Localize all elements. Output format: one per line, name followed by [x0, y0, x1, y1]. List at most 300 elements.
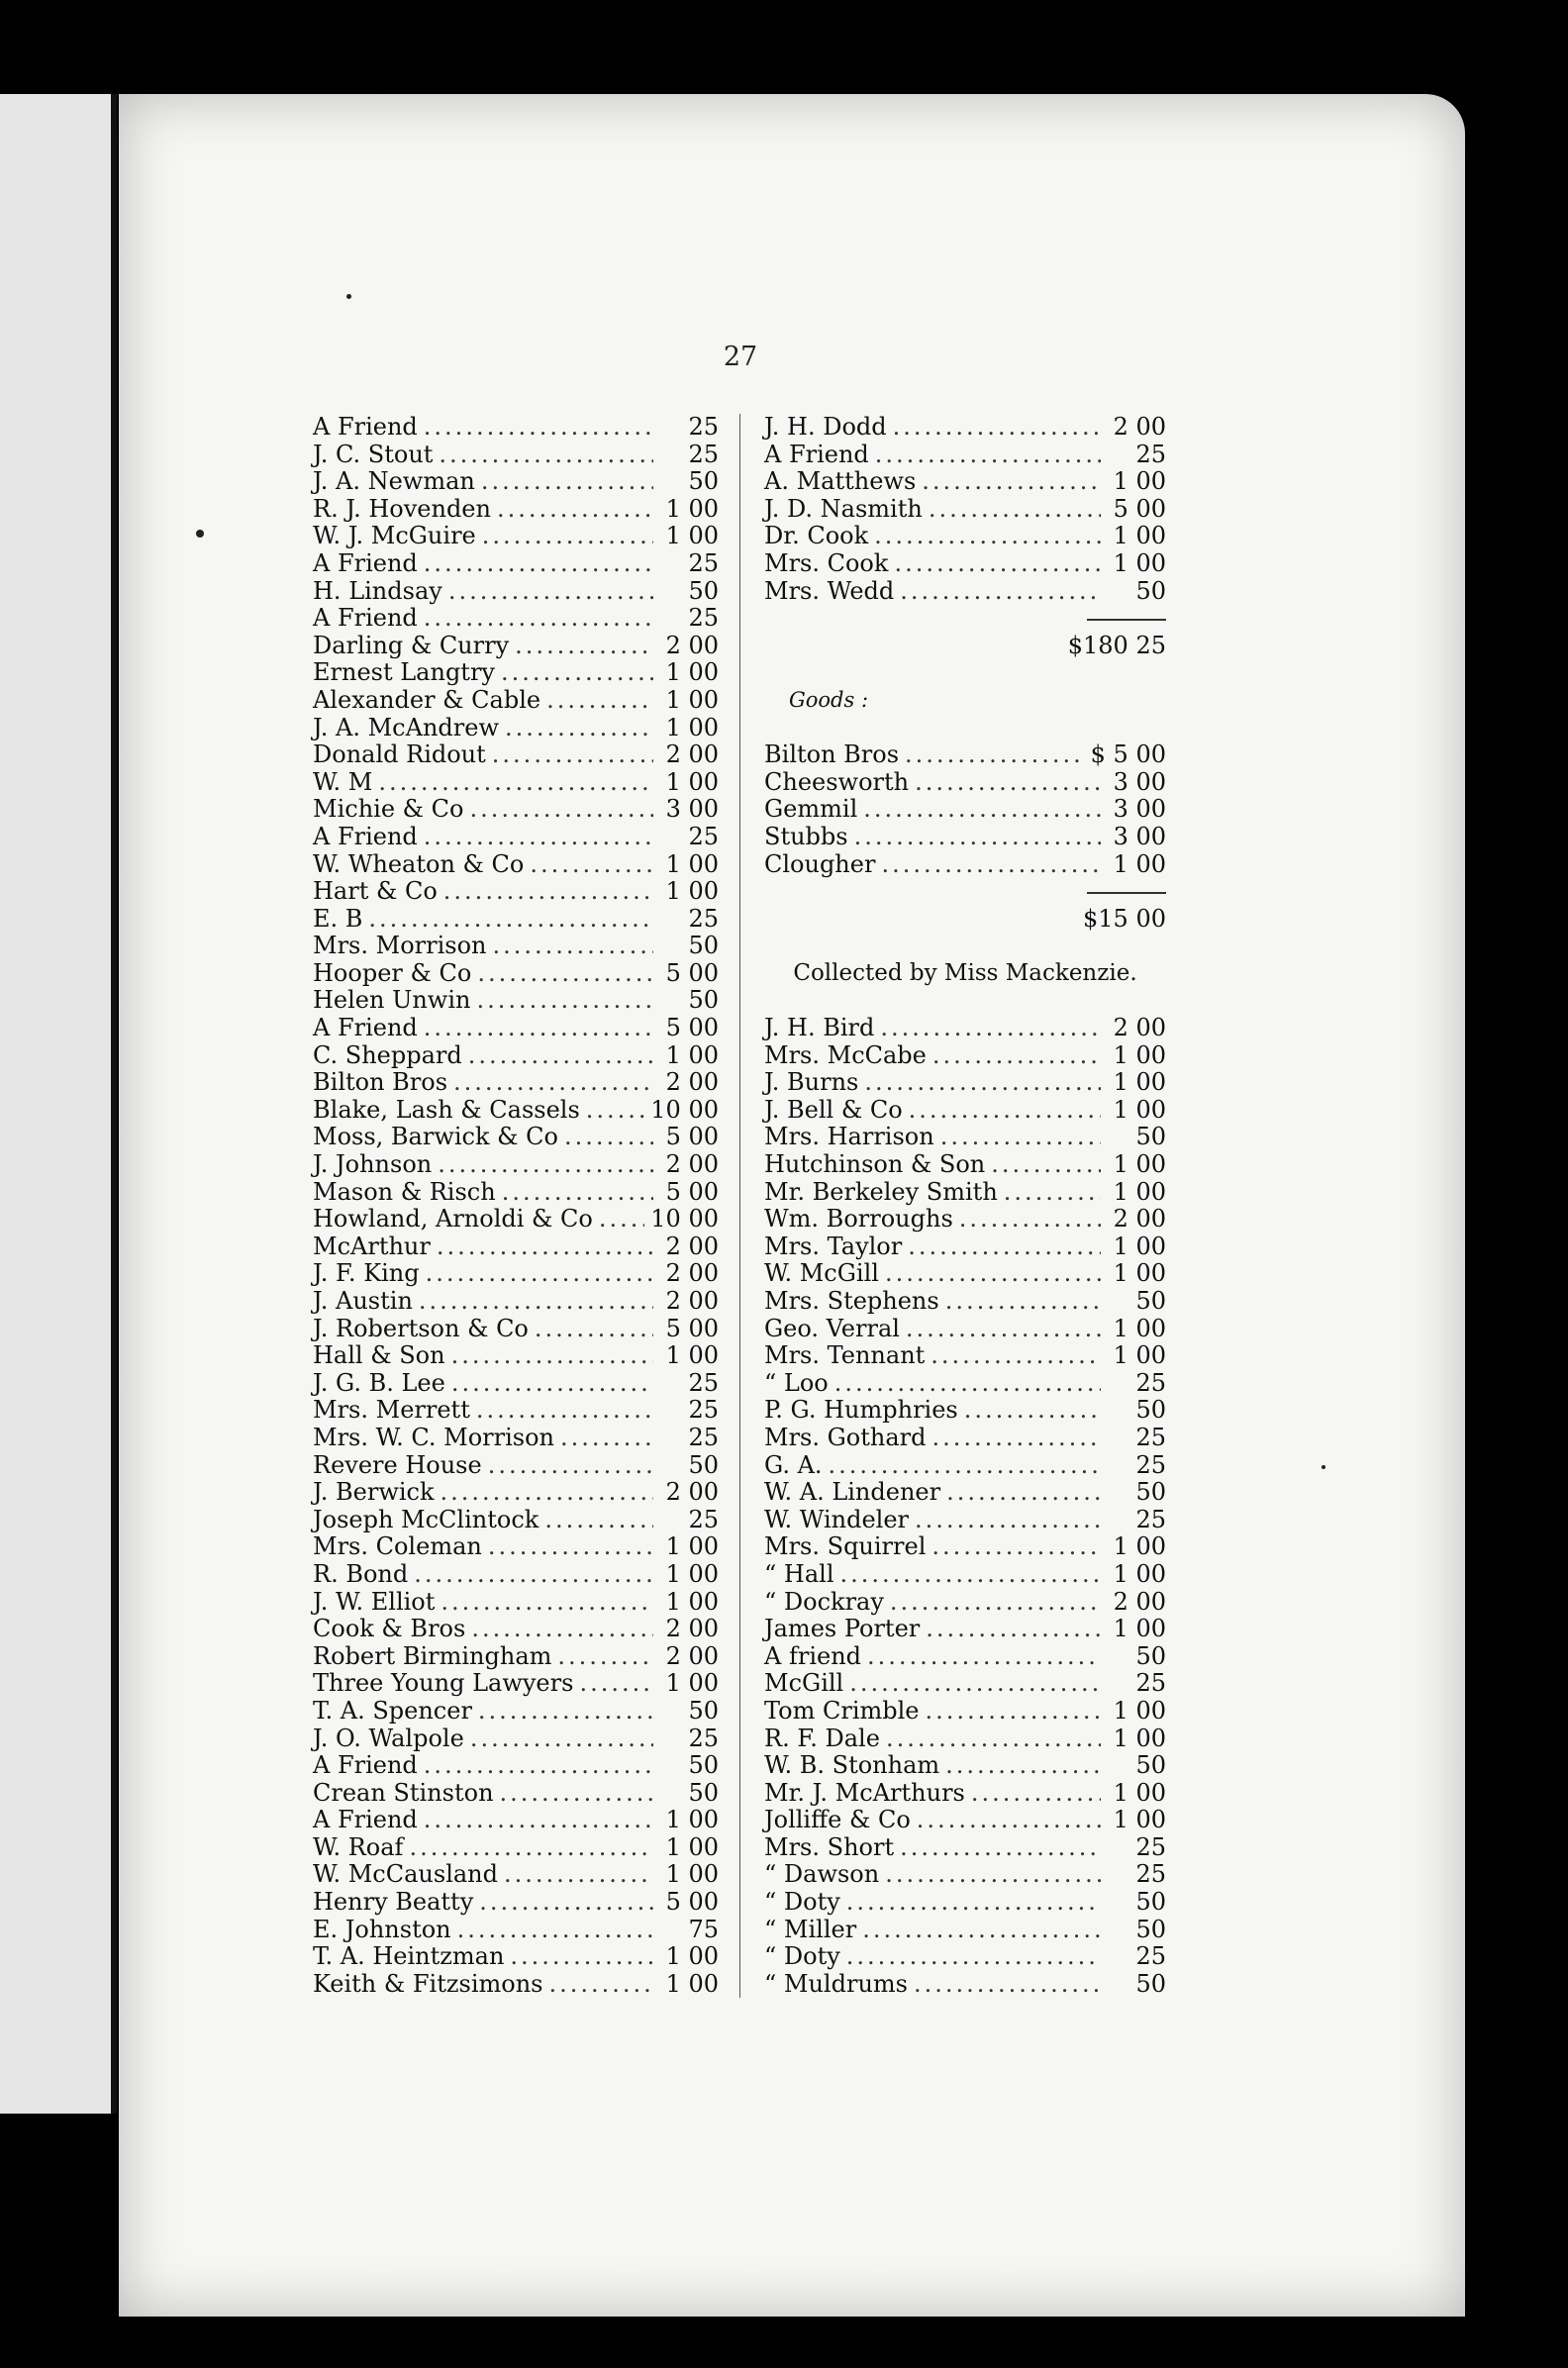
donation-amount: 1 00 [1113, 1615, 1166, 1643]
donor-name: H. Lindsay [313, 576, 442, 605]
donation-amount: 1 00 [1113, 1778, 1166, 1807]
donation-amount: 5 00 [665, 958, 719, 987]
donor-entry [313, 1726, 719, 1753]
donor-entry [764, 1807, 1166, 1834]
donor-entry [313, 1834, 719, 1862]
leader-dots [922, 468, 1101, 496]
donor-name: A. Matthews [764, 467, 917, 496]
donor-entry [313, 1179, 719, 1207]
donation-amount: 50 [1135, 1287, 1166, 1315]
donation-amount: 25 [688, 548, 719, 577]
donation-amount: 2 00 [665, 1478, 719, 1507]
donor-name: R. F. Dale [764, 1724, 880, 1752]
donation-amount: 50 [1135, 1396, 1166, 1425]
donor-entry [764, 1179, 1166, 1207]
donor-entry [313, 1780, 719, 1808]
donor-name: W. M [313, 767, 373, 796]
donor-entry [764, 523, 1166, 550]
donation-amount: 25 [1135, 1368, 1166, 1397]
donor-entry [313, 1452, 719, 1480]
donor-entry [313, 468, 719, 496]
donor-entry [313, 605, 719, 633]
donor-name: Wm. Borroughs [764, 1205, 953, 1233]
donor-entry [313, 1698, 719, 1726]
donation-amount: 2 00 [1113, 1587, 1166, 1616]
donor-entry [313, 1015, 719, 1042]
donor-name: McArthur [313, 1232, 431, 1260]
leader-dots [479, 1889, 653, 1917]
donor-entry [764, 1533, 1166, 1561]
donor-name: Ernest Langtry [313, 658, 495, 687]
donation-amount: 1 00 [1113, 1532, 1166, 1561]
leader-dots [451, 1370, 653, 1398]
spacer [764, 659, 1166, 687]
donor-entry [764, 1670, 1166, 1698]
donor-entry [313, 1807, 719, 1834]
donor-name: A Friend [313, 1751, 418, 1780]
donor-name: E. B [313, 904, 363, 933]
donor-name: Mrs. Tennant [764, 1341, 926, 1370]
donor-entry [764, 578, 1166, 606]
donor-name: “ Hall [764, 1559, 834, 1588]
leader-dots [908, 1233, 1101, 1261]
donor-name: Mr. J. McArthurs [764, 1778, 965, 1807]
leader-dots [890, 1589, 1101, 1617]
donor-name: Clougher [764, 849, 876, 878]
donation-amount: 3 00 [1113, 767, 1166, 796]
donor-name: Henry Beatty [313, 1888, 474, 1917]
donation-amount: 2 00 [1113, 1205, 1166, 1233]
leader-dots [926, 1698, 1102, 1726]
donation-amount: 1 00 [665, 849, 719, 878]
donation-amount: 1 00 [665, 1341, 719, 1370]
donor-name: J. D. Nasmith [764, 494, 923, 523]
donor-name: J. A. McAndrew [313, 713, 499, 741]
donor-name: Hooper & Co [313, 958, 472, 987]
donation-list-right [764, 414, 1166, 1998]
donation-amount: 25 [688, 1505, 719, 1533]
donor-name: Hutchinson & Son [764, 1150, 986, 1179]
donation-amount: 10 00 [650, 1205, 719, 1233]
donor-entry [313, 1943, 719, 1971]
donor-name: T. A. Spencer [313, 1696, 472, 1725]
leader-dots [846, 1943, 1101, 1971]
donation-amount: 2 00 [665, 1232, 719, 1260]
donor-name: James Porter [764, 1615, 921, 1643]
donor-name: Joseph McClintock [313, 1505, 539, 1533]
donation-amount: 50 [1135, 1915, 1166, 1943]
donor-entry [313, 1397, 719, 1425]
ink-speck [346, 294, 351, 299]
donation-amount: 1 00 [665, 877, 719, 906]
donation-amount: 2 00 [665, 1259, 719, 1288]
donor-name: Crean Stinston [313, 1778, 494, 1807]
leader-dots [931, 1342, 1101, 1370]
leader-dots [931, 1533, 1101, 1561]
donor-name: Jolliffe & Co [764, 1806, 911, 1834]
donation-amount: 25 [688, 1368, 719, 1397]
donor-name: Darling & Curry [313, 631, 510, 659]
donation-amount: 2 00 [665, 1615, 719, 1643]
leader-dots [414, 1561, 653, 1589]
donor-entry [764, 851, 1166, 879]
donor-name: Gemmil [764, 795, 858, 824]
donor-entry [313, 1425, 719, 1452]
donor-name: A friend [764, 1641, 862, 1670]
donor-entry [764, 824, 1166, 851]
donor-name: Dr. Cook [764, 522, 869, 550]
donor-name: Alexander & Cable [313, 685, 541, 714]
leader-dots [515, 633, 653, 660]
leader-dots [481, 468, 653, 496]
leader-dots [915, 1507, 1101, 1534]
donation-amount: 5 00 [1113, 494, 1166, 523]
donation-amount: 1 00 [1113, 548, 1166, 577]
donor-entry [313, 414, 719, 442]
donor-entry [764, 1260, 1166, 1288]
donation-amount: 2 00 [665, 1287, 719, 1315]
donor-name: Tom Crimble [764, 1696, 920, 1725]
leader-dots [885, 1861, 1101, 1889]
donor-name: Mrs. Gothard [764, 1423, 927, 1451]
donor-entry [313, 1971, 719, 1999]
donation-amount: 2 00 [665, 740, 719, 769]
donor-entry [313, 578, 719, 606]
donor-entry [764, 496, 1166, 524]
leader-dots [915, 769, 1101, 797]
leader-dots [900, 1834, 1101, 1862]
leader-dots [535, 1316, 653, 1343]
subtotal: $180 25 [1067, 631, 1166, 659]
leader-dots [885, 1260, 1101, 1288]
donor-entry [313, 1533, 719, 1561]
donor-entry [764, 1233, 1166, 1261]
donor-entry [313, 1616, 719, 1643]
leader-dots [378, 769, 653, 797]
donor-name: Mrs. Merrett [313, 1396, 470, 1425]
donation-amount: 3 00 [1113, 795, 1166, 824]
leader-dots [867, 1643, 1101, 1671]
donation-amount: 50 [1135, 1969, 1166, 1998]
leader-dots [886, 1726, 1101, 1753]
donation-amount: 1 00 [1113, 1696, 1166, 1725]
donation-amount: 1 00 [665, 767, 719, 796]
donor-entry [764, 1316, 1166, 1343]
leader-dots [424, 414, 653, 442]
donation-amount: 50 [1135, 1478, 1166, 1507]
donor-entry [313, 741, 719, 769]
donor-entry [764, 1342, 1166, 1370]
donor-entry [313, 1670, 719, 1698]
donor-name: Mrs. W. C. Morrison [313, 1423, 554, 1451]
spacer [764, 715, 1166, 742]
donor-entry [313, 824, 719, 851]
donation-amount: 50 [1135, 1123, 1166, 1151]
leader-dots [834, 1370, 1101, 1398]
ink-speck [196, 530, 204, 538]
donor-entry [764, 1752, 1166, 1780]
donation-amount: 1 00 [1113, 1341, 1166, 1370]
donor-entry [764, 1943, 1166, 1971]
leader-dots [469, 796, 653, 824]
donation-amount: 50 [688, 1450, 719, 1479]
leader-dots [932, 1042, 1101, 1070]
donor-entry [764, 1370, 1166, 1398]
donor-entry [313, 1151, 719, 1179]
donor-entry [764, 1151, 1166, 1179]
donor-name: R. J. Hovenden [313, 494, 491, 523]
donation-amount: 25 [688, 1423, 719, 1451]
leader-dots [437, 1233, 653, 1261]
donation-amount: 1 00 [1113, 849, 1166, 878]
donor-entry [764, 1780, 1166, 1808]
donor-entry [764, 796, 1166, 824]
donor-name: Hall & Son [313, 1341, 445, 1370]
donor-name: “ Doty [764, 1888, 840, 1917]
donor-entry [313, 550, 719, 578]
leader-dots [991, 1151, 1101, 1179]
donation-amount: 1 00 [1113, 1724, 1166, 1752]
leader-dots [846, 1889, 1101, 1917]
total-rule [764, 878, 1166, 906]
leader-dots [497, 496, 653, 524]
donation-amount: 1 00 [665, 1806, 719, 1834]
goods-total: $15 00 [1083, 904, 1166, 933]
donation-amount: 1 00 [1113, 1040, 1166, 1069]
donor-entry [313, 851, 719, 879]
donor-name: Mrs. Harrison [764, 1123, 934, 1151]
donation-amount: 5 00 [665, 1123, 719, 1151]
leader-dots [964, 1397, 1101, 1425]
donor-name: Mr. Berkeley Smith [764, 1177, 998, 1206]
donor-entry [313, 878, 719, 906]
donor-entry [313, 1233, 719, 1261]
leader-dots [959, 1206, 1101, 1233]
leader-dots [424, 550, 653, 578]
donor-name: “ Doty [764, 1942, 840, 1971]
donation-amount: 5 00 [665, 1177, 719, 1206]
leader-dots [439, 442, 653, 469]
donor-name: “ Miller [764, 1915, 857, 1943]
donation-amount: 1 00 [665, 1832, 719, 1861]
donation-amount: 25 [1135, 1942, 1166, 1971]
leader-dots [894, 550, 1101, 578]
total-rule [764, 605, 1166, 633]
donation-amount: 25 [1135, 1505, 1166, 1533]
donation-amount: 2 00 [665, 1641, 719, 1670]
donation-amount: 2 00 [1113, 413, 1166, 441]
donor-name: W. Windeler [764, 1505, 910, 1533]
donor-entry [764, 1015, 1166, 1042]
leader-dots [493, 933, 654, 960]
donor-entry [313, 523, 719, 550]
donor-name: A Friend [313, 604, 418, 633]
leader-dots [441, 1589, 653, 1617]
leader-dots [914, 1971, 1101, 1999]
donor-entry [313, 987, 719, 1015]
donor-entry [313, 1342, 719, 1370]
donor-name: T. A. Heintzman [313, 1942, 505, 1971]
donor-entry [764, 1288, 1166, 1316]
donor-entry [313, 1507, 719, 1534]
leader-dots [424, 1752, 653, 1780]
donor-entry [313, 960, 719, 988]
leader-dots [468, 1042, 653, 1070]
donor-entry [313, 1069, 719, 1097]
donor-entry [764, 1726, 1166, 1753]
donor-entry [764, 1507, 1166, 1534]
donation-amount: 1 00 [665, 1860, 719, 1889]
donation-amount: 1 00 [1113, 1095, 1166, 1124]
donor-name: Mrs. Cook [764, 548, 889, 577]
donor-entry [764, 1643, 1166, 1671]
donor-entry [764, 1889, 1166, 1917]
donor-entry [764, 1206, 1166, 1233]
leader-dots [477, 960, 653, 988]
donor-name: J. W. Elliot [313, 1587, 436, 1616]
leader-dots [863, 796, 1101, 824]
leader-dots [932, 1425, 1102, 1452]
donation-amount: 50 [688, 932, 719, 960]
leader-dots [926, 1616, 1101, 1643]
donor-name: Hart & Co [313, 877, 438, 906]
donor-name: Howland, Arnoldi & Co [313, 1205, 593, 1233]
donation-amount: 1 00 [665, 1969, 719, 1998]
donation-amount: 10 00 [650, 1095, 719, 1124]
donation-amount: 50 [688, 986, 719, 1015]
donor-name: Keith & Fitzsimons [313, 1969, 543, 1998]
leader-dots [564, 1124, 653, 1151]
leader-dots [900, 578, 1101, 606]
donor-entry [764, 414, 1166, 442]
leader-dots [453, 1069, 653, 1097]
donation-amount: 50 [688, 1778, 719, 1807]
leader-dots [505, 715, 653, 742]
donor-name: C. Sheppard [313, 1040, 462, 1069]
donation-amount: 1 00 [1113, 1068, 1166, 1097]
donor-entry [313, 1752, 719, 1780]
donation-amount: 25 [688, 822, 719, 850]
donor-name: Moss, Barwick & Co [313, 1123, 558, 1151]
leader-dots [470, 1726, 653, 1753]
leader-dots [530, 851, 653, 879]
donor-name: “ Loo [764, 1368, 829, 1397]
donor-entry [313, 442, 719, 469]
leader-dots [1004, 1179, 1101, 1207]
donation-amount: 25 [688, 1724, 719, 1752]
donor-name: A Friend [313, 1014, 418, 1042]
leader-dots [471, 1616, 653, 1643]
leader-dots [424, 605, 653, 633]
donation-amount: 25 [1135, 440, 1166, 468]
donor-entry [764, 1616, 1166, 1643]
donor-entry [313, 769, 719, 797]
donor-entry [764, 1097, 1166, 1125]
donor-name: J. H. Bird [764, 1014, 875, 1042]
donor-name: Cheesworth [764, 767, 910, 796]
donation-amount: 50 [1135, 1888, 1166, 1917]
donor-entry [313, 1124, 719, 1151]
donor-name: Bilton Bros [313, 1068, 448, 1097]
donation-amount: 1 00 [665, 1040, 719, 1069]
donor-name: Mrs. Short [764, 1832, 895, 1861]
leader-dots [457, 1917, 653, 1944]
donation-amount: 25 [688, 440, 719, 468]
leader-dots [419, 1288, 653, 1316]
donation-amount: 25 [1135, 1860, 1166, 1889]
donor-entry [764, 1834, 1166, 1862]
donation-amount: 1 00 [1113, 1177, 1166, 1206]
spacer [764, 987, 1166, 1015]
page-number: 27 [723, 342, 758, 372]
donor-entry [764, 468, 1166, 496]
donor-entry [313, 715, 719, 742]
donor-entry [313, 1561, 719, 1589]
ink-speck [1322, 1465, 1325, 1469]
donation-amount: 1 00 [665, 658, 719, 687]
donor-name: W. Roaf [313, 1832, 404, 1861]
donor-name: W. A. Lindener [764, 1478, 941, 1507]
donor-name: Cook & Bros [313, 1615, 466, 1643]
leader-dots [476, 987, 653, 1015]
leader-dots [478, 1698, 653, 1726]
leader-dots [893, 414, 1101, 442]
donation-amount: $ 5 00 [1090, 740, 1166, 769]
leader-dots [424, 1807, 653, 1834]
donor-name: “ Dawson [764, 1860, 880, 1889]
donation-amount: 1 00 [1113, 467, 1166, 496]
donor-name: Mrs. Morrison [313, 932, 487, 960]
donor-entry [764, 1589, 1166, 1617]
donation-amount: 50 [1135, 576, 1166, 605]
leader-dots [945, 1752, 1101, 1780]
leader-dots [854, 824, 1101, 851]
donor-name: J. O. Walpole [313, 1724, 464, 1752]
leader-dots [849, 1670, 1101, 1698]
donation-amount: 1 00 [665, 713, 719, 741]
donor-name: J. Johnson [313, 1150, 433, 1179]
donor-entry [313, 1260, 719, 1288]
leader-dots [909, 1097, 1101, 1125]
donation-amount: 1 00 [665, 522, 719, 550]
donor-entry [764, 1971, 1166, 1999]
donor-entry [764, 1425, 1166, 1452]
donor-name: J. Bell & Co [764, 1095, 903, 1124]
leader-dots [557, 1643, 653, 1671]
donor-name: Mrs. Squirrel [764, 1532, 927, 1561]
donor-entry [313, 1589, 719, 1617]
adjacent-page-edge [0, 94, 117, 2114]
leader-dots [502, 1179, 653, 1207]
donor-name: E. Johnston [313, 1915, 451, 1943]
leader-dots [548, 1971, 653, 1999]
leader-dots [488, 1452, 653, 1480]
donation-amount: 2 00 [665, 631, 719, 659]
leader-dots [443, 878, 653, 906]
donor-entry [764, 1479, 1166, 1507]
leader-dots [368, 906, 653, 934]
donation-amount: 1 00 [1113, 522, 1166, 550]
donor-name: W. McGill [764, 1259, 879, 1288]
donor-name: Mrs. Coleman [313, 1532, 482, 1561]
leader-dots [488, 1533, 653, 1561]
donation-amount: 1 00 [665, 1587, 719, 1616]
donor-entry [313, 1288, 719, 1316]
donor-entry [313, 1316, 719, 1343]
leader-dots [441, 1479, 653, 1507]
donation-amount: 1 00 [665, 685, 719, 714]
donor-name: Mrs. Stephens [764, 1287, 939, 1315]
